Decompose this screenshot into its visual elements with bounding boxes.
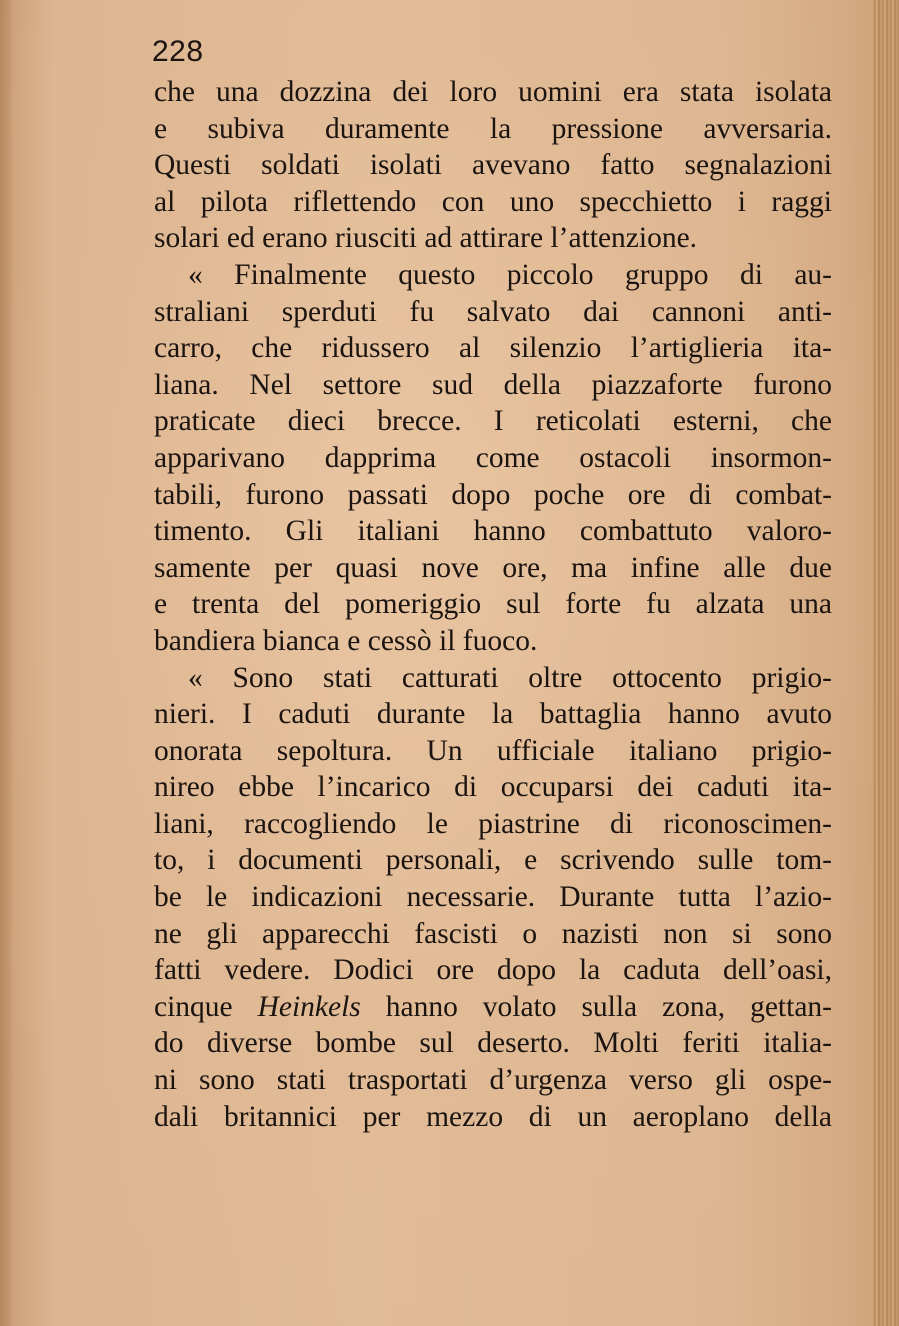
text-line: Questi soldati isolati avevano fatto segnalazioni [154,149,832,182]
text-line: samente per quasi nove ore, ma infine alle due [154,551,832,584]
text-line: solari ed erano riusciti ad attirare l’attenzione. [154,222,698,255]
text-line [154,989,832,1026]
text-line: nireo ebbe l’incarico di occuparsi dei caduti ita- [154,771,832,804]
text-line: bandiera bianca e cessò il fuoco. [154,624,538,657]
page-number: 228 [152,35,204,68]
text-line: be le indicazioni necessarie. Durante tutta l’azio- [154,881,832,914]
text-segment: hanno volato sulla zona, gettan- [360,990,832,1023]
text-line: straliani sperduti fu salvato dai cannoni anti- [154,295,832,328]
text-line: « Sono stati catturati oltre ottocento prigio- [188,661,832,694]
text-line: ne gli apparecchi fascisti o nazisti non si sono [154,917,832,950]
text-line: « Finalmente questo piccolo gruppo di au- [188,258,832,291]
text-line: dali britannici per mezzo di un aeroplano della [154,1100,832,1133]
body-text [154,74,832,1135]
text-line: praticate dieci brecce. I reticolati esterni, che [154,405,832,438]
text-line: e trenta del pomeriggio sul forte fu alzata una [154,588,832,621]
text-line: ni sono stati trasportati d’urgenza verso gli ospe- [154,1064,832,1097]
text-segment: cinque [154,990,258,1023]
page-left-edge [0,0,14,1326]
text-line: e subiva duramente la pressione avversaria. [154,112,832,145]
text-line: liana. Nel settore sud della piazzaforte furono [154,368,832,401]
text-line: liani, raccogliendo le piastrine di riconoscimen- [154,807,832,840]
text-line: fatti vedere. Dodici ore dopo la caduta dell’oasi, [154,954,832,987]
page-stack-edge [873,0,899,1326]
text-line: al pilota riflettendo con uno specchietto i raggi [154,185,832,218]
text-line: do diverse bombe sul deserto. Molti feriti italia- [154,1027,832,1060]
text-line: carro, che ridussero al silenzio l’artiglieria ita- [154,332,832,365]
text-line: tabili, furono passati dopo poche ore di combat- [154,478,832,511]
text-line: to, i documenti personali, e scrivendo sulle tom- [154,844,832,877]
text-line: timento. Gli italiani hanno combattuto valoro- [154,515,832,548]
text-line: apparivano dapprima come ostacoli insormon- [154,441,832,474]
text-line: onorata sepoltura. Un ufficiale italiano prigio- [154,734,832,767]
text-line: che una dozzina dei loro uomini era stata isolata [154,76,832,108]
italic-term: Heinkels [257,990,361,1023]
text-line: nieri. I caduti durante la battaglia hanno avuto [154,698,832,731]
